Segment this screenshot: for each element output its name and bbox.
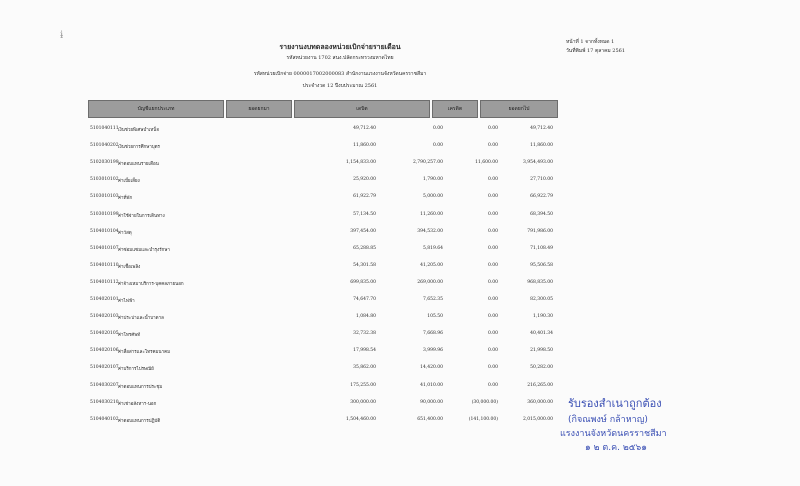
print-date: วันที่พิมพ์ 17 ตุลาคม 2561 xyxy=(566,48,626,54)
carried-balance: 21,998.50 xyxy=(530,348,553,354)
carried-balance: 2,015,000.00 xyxy=(522,416,553,422)
credit-amount: 0.00 xyxy=(487,314,498,320)
margin-mark: ɨ xyxy=(60,30,64,41)
signer-name: (กิจณพงษ์ กล้าหาญ) xyxy=(568,415,648,425)
credit-amount: 0.00 xyxy=(487,177,498,183)
credit-amount: 0.00 xyxy=(487,143,498,149)
carried-balance: 3,954,493.00 xyxy=(522,160,553,166)
credit-amount: 0.00 xyxy=(487,245,498,251)
previous-balance: 175,255.00 xyxy=(350,382,376,388)
previous-balance: 54,301.58 xyxy=(353,262,376,268)
credit-amount: 0.00 xyxy=(487,194,498,200)
account-code: 5104010110 xyxy=(90,262,119,268)
credit-amount: 0.00 xyxy=(487,348,498,354)
account-code: 5104020103 xyxy=(90,314,119,320)
credit-amount: 0.00 xyxy=(487,228,498,234)
previous-balance: 300,000.00 xyxy=(350,399,376,405)
carried-balance: 49,712.40 xyxy=(530,126,553,131)
debit-amount: 105.50 xyxy=(427,314,443,320)
debit-amount: 5,000.00 xyxy=(422,194,443,200)
account-code: 5104010112 xyxy=(90,279,119,285)
previous-balance: 397,454.00 xyxy=(350,228,376,234)
credit-amount: 0.00 xyxy=(487,211,498,217)
account-code: 5104020106 xyxy=(90,348,119,354)
page-label: หน้าที่ 1 จากทั้งหมด 1 xyxy=(566,39,615,45)
previous-balance: 49,712.40 xyxy=(353,126,376,131)
carried-balance: 68,394.50 xyxy=(530,211,553,217)
account-code: 5104020105 xyxy=(90,331,119,337)
debit-amount: 1,790.00 xyxy=(422,177,443,183)
debit-amount: 41,010.00 xyxy=(420,382,443,388)
signer-position: แรงงานจังหวัดนครราชสีมา xyxy=(560,429,667,439)
account-name: ค่าซ่อมแซมและบำรุงรักษา xyxy=(118,247,170,253)
account-code: 5104010107 xyxy=(90,245,119,251)
account-code: 5103010199 xyxy=(90,211,119,217)
carried-balance: 791,986.00 xyxy=(527,228,553,234)
account-name: ค่าเบี้ยเลี้ยง xyxy=(118,179,140,185)
period-line: ประจำงวด 12 ปีงบประมาณ 2561 xyxy=(302,83,378,89)
previous-balance: 35,862.00 xyxy=(353,365,376,371)
account-code: 5104030210 xyxy=(90,399,119,405)
carried-balance: 66,922.79 xyxy=(530,194,553,200)
carried-balance: 40,401.34 xyxy=(530,331,553,337)
debit-amount: 0.00 xyxy=(432,126,443,131)
account-name: ค่าตอบแทนรายเดือน xyxy=(118,162,159,168)
account-name: เงินช่วยพิเศษบำเหน็จ xyxy=(118,128,159,133)
account-name: ค่าจ้างเหมาบริการ-บุคคลภายนอก xyxy=(118,281,184,287)
previous-balance: 1,084.80 xyxy=(355,314,376,320)
header-debit: เดบิต xyxy=(294,100,430,118)
carried-balance: 360,000.00 xyxy=(527,399,553,405)
carried-balance: 11,860.00 xyxy=(530,143,553,149)
account-name: ค่าโทรศัพท์ xyxy=(118,333,141,339)
report-title: รายงานงบทดลองหน่วยเบิกจ่ายรายเดือน xyxy=(279,42,401,51)
header-balance: ยอดยกไป xyxy=(480,100,558,118)
account-name: ค่าประปาและน้ำบาดาล xyxy=(118,316,164,322)
credit-amount: (141,100.00) xyxy=(468,416,498,422)
account-name: ค่าบริการไปรษณีย์ xyxy=(118,367,154,373)
account-code: 5102030199 xyxy=(90,160,119,166)
account-code: 5104010104 xyxy=(90,228,119,234)
account-name: ค่าใช้จ่ายในการเดินทาง xyxy=(118,213,165,219)
header-credit: เครดิต xyxy=(432,100,478,118)
debit-amount: 14,420.00 xyxy=(420,365,443,371)
credit-amount: 0.00 xyxy=(487,382,498,388)
previous-balance: 11,860.00 xyxy=(353,143,376,149)
carried-balance: 50,282.00 xyxy=(530,365,553,371)
carried-balance: 1,190.30 xyxy=(532,314,553,320)
credit-amount: 0.00 xyxy=(487,126,498,131)
credit-amount: 0.00 xyxy=(487,279,498,285)
carried-balance: 216,265.00 xyxy=(527,382,553,388)
header-account: บัญชีแยกประเภท xyxy=(88,100,224,118)
previous-balance: 74,647.70 xyxy=(353,297,376,302)
signature-date: ๑ ๒ ต.ค. ๒๕๖๑ xyxy=(585,443,647,453)
previous-balance: 25,920.00 xyxy=(353,177,376,183)
carried-balance: 27,710.00 xyxy=(530,177,553,183)
account-name: ค่าตอบแทนการปฏิบัติ xyxy=(118,418,161,424)
previous-balance: 699,835.00 xyxy=(350,279,376,285)
account-code: 5104020101 xyxy=(90,297,119,302)
account-code: 5103010102 xyxy=(90,177,119,183)
certified-copy-note: รับรองสำเนาถูกต้อง xyxy=(568,397,662,410)
previous-balance: 17,998.54 xyxy=(353,348,376,354)
carried-balance: 968,835.00 xyxy=(527,279,553,285)
debit-amount: 7,652.35 xyxy=(422,297,443,302)
carried-balance: 71,108.49 xyxy=(530,245,553,251)
debit-amount: 394,532.00 xyxy=(417,228,443,234)
credit-amount: 0.00 xyxy=(487,297,498,302)
account-name: เงินช่วยการศึกษาบุตร xyxy=(118,145,160,151)
debit-amount: 2,790,257.00 xyxy=(412,160,443,166)
previous-balance: 61,922.79 xyxy=(353,194,376,200)
header-previous: ยอดยกมา xyxy=(226,100,292,118)
debit-amount: 5,819.64 xyxy=(422,245,443,251)
credit-amount: 0.00 xyxy=(487,331,498,337)
account-name: ค่าวัสดุ xyxy=(118,230,132,236)
credit-amount: (30,000.00) xyxy=(471,399,498,405)
account-name: ค่าเชื้อเพลิง xyxy=(118,264,141,270)
account-name: ค่าสื่อสารและโทรคมนาคม xyxy=(118,350,171,356)
account-code: 5104020107 xyxy=(90,365,119,371)
debit-amount: 0.00 xyxy=(432,143,443,149)
agency-line: รหัสหน่วยเบิกจ่าย 0000017002000083 สำนักงานแรงงานจังหวัดนครราชสีมา xyxy=(253,71,427,77)
account-code: 5104040102 xyxy=(90,416,119,422)
debit-amount: 11,260.00 xyxy=(420,211,443,217)
account-name: ค่าตอบแทนการประชุม xyxy=(118,384,163,390)
previous-balance: 1,154,833.00 xyxy=(345,160,376,166)
debit-amount: 7,668.96 xyxy=(422,331,443,337)
account-name: ค่าไฟฟ้า xyxy=(118,299,135,304)
account-code: 5101040111 xyxy=(90,126,119,131)
debit-amount: 3,999.96 xyxy=(422,348,443,354)
previous-balance: 32,732.38 xyxy=(353,331,376,337)
debit-amount: 41,205.00 xyxy=(420,262,443,268)
table-header xyxy=(88,100,558,118)
account-code: 5103010103 xyxy=(90,194,119,200)
account-code: 5104030207 xyxy=(90,382,119,388)
debit-amount: 90,000.00 xyxy=(420,399,443,405)
carried-balance: 95,506.58 xyxy=(530,262,553,268)
credit-amount: 11,600.00 xyxy=(475,160,498,166)
carried-balance: 82,300.05 xyxy=(530,297,553,302)
account-name: ค่าเช่าอสังหาฯ-นอก xyxy=(118,401,157,407)
account-code: 5101040202 xyxy=(90,143,119,149)
previous-balance: 65,288.85 xyxy=(353,245,376,251)
debit-amount: 651,400.00 xyxy=(417,416,443,422)
unit-line: รหัสหน่วยงาน 1702 สนง.ปลัดกระทรวงมหาดไทย xyxy=(286,55,394,61)
previous-balance: 1,504,460.00 xyxy=(345,416,376,422)
debit-amount: 269,000.00 xyxy=(417,279,443,285)
previous-balance: 57,134.50 xyxy=(353,211,376,217)
trial-balance-table xyxy=(88,100,558,425)
table-row xyxy=(88,409,558,432)
credit-amount: 0.00 xyxy=(487,365,498,371)
credit-amount: 0.00 xyxy=(487,262,498,268)
account-name: ค่าที่พัก xyxy=(118,196,133,202)
